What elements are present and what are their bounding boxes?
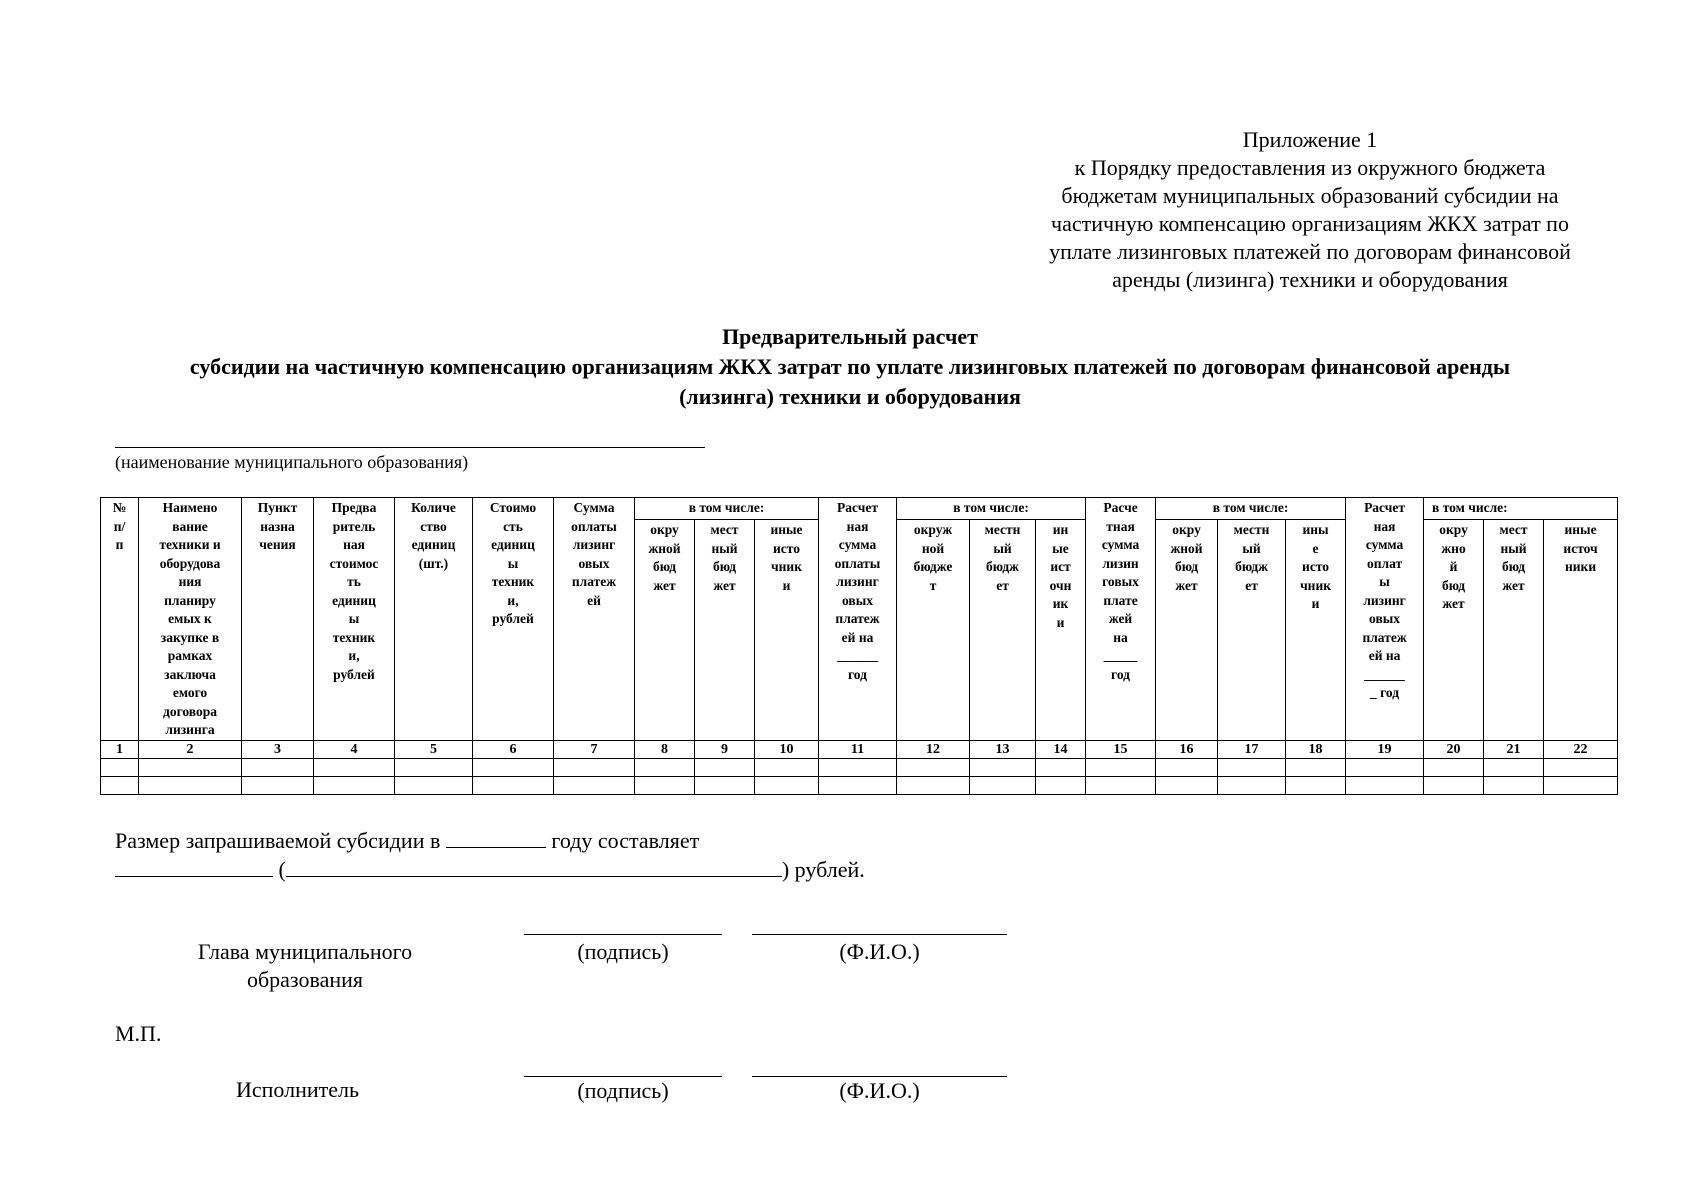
header-text-line: окру	[1439, 522, 1468, 537]
header-text-line: планиру	[164, 592, 216, 608]
appendix-line: уплате лизинговых платежей по договорам финансовой	[1049, 239, 1571, 264]
table-cell[interactable]	[242, 759, 314, 777]
column-number: 7	[554, 741, 635, 759]
column-number: 8	[635, 741, 695, 759]
header-text-line: _____	[1103, 648, 1138, 663]
header-text-line: бюд	[652, 559, 677, 574]
header-c6	[473, 498, 554, 741]
header-text-line: оплат	[1366, 555, 1403, 571]
head-fio-caption: (Ф.И.О.)	[839, 939, 920, 964]
calculation-table	[100, 497, 1618, 795]
stamp-place-label: М.П.	[115, 1021, 162, 1046]
table-cell[interactable]	[635, 759, 695, 777]
header-text-line: _ год	[1369, 685, 1400, 700]
column-number: 15	[1086, 741, 1156, 759]
header-c19	[1346, 498, 1424, 741]
table-cell[interactable]	[819, 759, 897, 777]
column-number: 22	[1544, 741, 1618, 759]
header-text-line: жет	[713, 577, 736, 593]
header-c7	[554, 498, 635, 741]
header-text-line: бюдже	[913, 559, 953, 574]
header-text-line: оборудова	[159, 555, 221, 571]
header-text-line: бюд	[1174, 559, 1199, 574]
table-cell[interactable]	[1036, 777, 1086, 795]
header-text-line: чения	[259, 537, 296, 552]
table-cell[interactable]	[473, 777, 554, 795]
header-text-line: ей на	[1368, 648, 1401, 663]
header-text-line: стоимос	[329, 555, 379, 571]
header-text-line: платеж	[1362, 629, 1407, 645]
header-group-in-total-4: в том числе:	[1424, 498, 1618, 520]
document-title	[80, 322, 1620, 412]
header-text-line: №	[112, 500, 127, 515]
appendix-line: аренды (лизинга) техники и оборудования	[1112, 267, 1508, 292]
table-cell[interactable]	[970, 777, 1036, 795]
column-number: 11	[819, 741, 897, 759]
header-text-line: мест	[710, 522, 739, 537]
request-line-1	[115, 826, 865, 855]
header-text-line: ния	[178, 574, 202, 589]
header-text-line: бюд	[712, 559, 737, 574]
header-c1	[101, 498, 139, 741]
table-cell[interactable]	[695, 777, 755, 795]
column-number: 10	[755, 741, 819, 759]
table-cell[interactable]	[395, 777, 473, 795]
header-text-line: ная	[846, 518, 869, 534]
table-cell[interactable]	[1424, 777, 1484, 795]
column-number: 2	[139, 741, 242, 759]
header-text-line: оплаты	[834, 555, 881, 571]
title-line-3: (лизинга) техники и оборудования	[679, 384, 1021, 409]
column-number: 17	[1218, 741, 1286, 759]
head-signature-line[interactable]	[524, 934, 722, 935]
header-text-line: (шт.)	[418, 555, 449, 571]
header-text-line: ы	[348, 611, 360, 626]
header-text-line: договора	[163, 703, 217, 719]
table-cell[interactable]	[1424, 759, 1484, 777]
header-c20	[1424, 520, 1484, 741]
header-text-line: единиц	[332, 592, 376, 608]
table-cell[interactable]	[473, 759, 554, 777]
table-cell[interactable]	[755, 759, 819, 777]
header-text-line: Расче	[1103, 500, 1138, 515]
header-text-line: п/	[113, 518, 126, 534]
amount-words-blank-field[interactable]	[286, 856, 782, 877]
table-cell[interactable]	[101, 759, 139, 777]
header-text-line: техник	[332, 629, 376, 645]
column-number: 1	[101, 741, 139, 759]
amount-digits-blank-field[interactable]	[115, 856, 273, 877]
title-line-2: субсидии на частичную компенсацию организациям ЖКХ затрат по уплате лизинговых платежей по договорам финансовой аренды	[189, 354, 1511, 379]
header-text-line: лизинг	[836, 574, 879, 589]
header-text-line: овых	[578, 555, 610, 571]
header-text-line: жно	[1441, 540, 1466, 556]
header-group-in-total-2: в том числе:	[897, 498, 1086, 520]
calculation-table-wrapper	[100, 497, 1617, 795]
column-number-row	[101, 741, 1618, 759]
header-text-line: источ	[1563, 540, 1598, 556]
subsidy-request-text	[115, 826, 865, 884]
table-cell[interactable]	[554, 759, 635, 777]
header-c12	[897, 520, 970, 741]
header-text-line: вание	[172, 518, 208, 534]
request-line-2	[115, 855, 865, 884]
header-text-line: ей на	[841, 629, 874, 645]
header-text-line: сть	[503, 518, 523, 534]
table-cell[interactable]	[1286, 759, 1346, 777]
table-cell[interactable]	[1086, 777, 1156, 795]
header-text-line: мест	[1499, 522, 1528, 537]
table-cell[interactable]	[101, 777, 139, 795]
header-text-line: ная	[343, 537, 365, 552]
table-cell[interactable]	[139, 777, 242, 795]
header-text-line: жет	[653, 577, 676, 593]
open-paren: (	[278, 857, 286, 882]
header-text-line: жет	[1175, 577, 1198, 593]
column-number: 20	[1424, 741, 1484, 759]
header-text-line: местн	[984, 522, 1021, 537]
header-c3	[242, 498, 314, 741]
table-cell[interactable]	[1156, 777, 1218, 795]
header-text-line: ы	[1379, 574, 1390, 589]
header-c9	[695, 520, 755, 741]
table-cell[interactable]	[635, 777, 695, 795]
column-number: 6	[473, 741, 554, 759]
header-text-line: говых	[1102, 574, 1139, 589]
header-text-line: Количе	[411, 500, 456, 515]
column-number: 3	[242, 741, 314, 759]
header-text-line: ый	[993, 540, 1012, 556]
header-text-line: рублей	[492, 611, 534, 626]
header-text-line: оплаты	[571, 518, 617, 534]
table-cell[interactable]	[1484, 777, 1544, 795]
header-text-line: сумма	[1101, 537, 1140, 552]
header-text-line: год	[848, 666, 867, 682]
header-text-line: Предва	[331, 500, 377, 515]
table-cell[interactable]	[1544, 759, 1618, 777]
header-text-line: лизинг	[1363, 592, 1406, 608]
head-signature-caption: (подпись)	[577, 939, 669, 964]
table-cell[interactable]	[1346, 777, 1424, 795]
header-text-line: чник	[771, 559, 802, 574]
header-text-line: лизинг	[572, 537, 616, 552]
header-text-line: Сумма	[573, 500, 615, 515]
header-c10	[755, 520, 819, 741]
header-text-line: назна	[260, 518, 295, 534]
header-text-line: ин	[1052, 522, 1069, 537]
header-text-line: и	[782, 577, 791, 593]
header-text-line: жной	[648, 540, 681, 556]
table-cell[interactable]	[1218, 759, 1286, 777]
table-cell[interactable]	[395, 759, 473, 777]
header-text-line: местн	[1233, 522, 1270, 537]
header-text-line: тная	[1106, 518, 1135, 534]
header-c15	[1086, 498, 1156, 741]
table-cell[interactable]	[139, 759, 242, 777]
header-c16	[1156, 520, 1218, 741]
header-text-line: Расчет	[1364, 500, 1406, 515]
header-c22	[1544, 520, 1618, 741]
header-text-line: ритель	[332, 518, 376, 534]
header-text-line: иные	[770, 522, 803, 537]
header-text-line: ист	[1050, 559, 1071, 574]
header-text-line: рублей	[333, 666, 375, 682]
header-text-line: Наимено	[162, 500, 218, 515]
header-text-line: платеж	[571, 574, 617, 589]
table-row	[101, 777, 1618, 795]
close-paren-rubles: ) рублей.	[781, 857, 865, 882]
header-text-line: заключа	[164, 666, 216, 682]
header-text-line: ство	[420, 518, 447, 534]
header-text-line: бюд	[1501, 559, 1526, 574]
table-cell[interactable]	[242, 777, 314, 795]
header-c18	[1286, 520, 1346, 741]
header-text-line: овых	[1369, 611, 1401, 626]
header-text-line: сумма	[1365, 537, 1404, 552]
header-text-line: на	[1113, 629, 1128, 645]
appendix-line: Приложение 1	[1242, 127, 1378, 152]
header-text-line: рамках	[167, 648, 213, 663]
header-text-line: ик	[1052, 596, 1069, 611]
table-cell[interactable]	[819, 777, 897, 795]
header-text-line: ная	[1373, 518, 1396, 534]
table-cell[interactable]	[897, 777, 970, 795]
header-text-line: емых к	[168, 611, 212, 626]
header-c11	[819, 498, 897, 741]
header-text-line: ый	[1242, 540, 1261, 556]
table-cell[interactable]	[1156, 759, 1218, 777]
column-number: 19	[1346, 741, 1424, 759]
header-text-line: ной	[921, 540, 945, 556]
header-text-line: очн	[1049, 577, 1072, 593]
appendix-line: частичную компенсацию организациям ЖКХ затрат по	[1051, 211, 1569, 236]
header-text-line: Стоимо	[489, 500, 537, 515]
header-text-line: овых	[842, 592, 874, 608]
header-c21	[1484, 520, 1544, 741]
header-text-line: год	[1111, 666, 1131, 682]
table-cell[interactable]	[554, 777, 635, 795]
header-c17	[1218, 520, 1286, 741]
header-c8	[635, 520, 695, 741]
header-text-line: ______	[1364, 666, 1405, 682]
header-text-line: Пункт	[257, 500, 298, 515]
column-number: 9	[695, 741, 755, 759]
table-cell[interactable]	[1484, 759, 1544, 777]
header-text-line: ники	[1564, 559, 1597, 574]
table-cell[interactable]	[1544, 777, 1618, 795]
header-text-line: сумма	[838, 537, 877, 552]
header-text-line: жет	[1502, 577, 1525, 593]
appendix-block	[1010, 126, 1610, 294]
header-group-in-total-1: в том числе:	[635, 498, 819, 520]
header-c14	[1036, 520, 1086, 741]
header-text-line: иные	[1564, 522, 1597, 537]
header-text-line: Расчет	[837, 500, 878, 515]
table-cell[interactable]	[897, 759, 970, 777]
header-text-line: е	[1312, 540, 1319, 556]
header-text-line: чник	[1300, 577, 1332, 593]
table-cell[interactable]	[755, 777, 819, 795]
header-text-line: жной	[1170, 540, 1203, 556]
header-text-line: и,	[507, 592, 519, 608]
executor-signature-caption: (подпись)	[577, 1078, 669, 1103]
table-cell[interactable]	[970, 759, 1036, 777]
request-text-part-1: Размер запрашиваемой субсидии в	[115, 828, 441, 853]
table-cell[interactable]	[1086, 759, 1156, 777]
year-blank-field[interactable]	[446, 827, 546, 848]
header-text-line: ный	[711, 540, 738, 556]
header-text-line: исто	[1302, 559, 1330, 574]
column-number: 5	[395, 741, 473, 759]
table-cell[interactable]	[1036, 759, 1086, 777]
header-c4	[314, 498, 395, 741]
table-cell[interactable]	[1286, 777, 1346, 795]
header-text-line: плате	[1103, 592, 1138, 608]
header-text-line: закупке в	[160, 629, 220, 645]
header-group-in-total-3: в том числе:	[1156, 498, 1346, 520]
header-text-line: ______	[837, 648, 878, 663]
column-number: 21	[1484, 741, 1544, 759]
header-text-line: и,	[348, 648, 360, 663]
title-line-1: Предварительный расчет	[722, 324, 978, 349]
appendix-line: к Порядку предоставления из окружного бюджета	[1074, 155, 1546, 180]
table-cell[interactable]	[695, 759, 755, 777]
table-cell[interactable]	[1218, 777, 1286, 795]
header-text-line: ей	[587, 592, 601, 608]
municipality-name-line[interactable]	[115, 447, 705, 448]
header-text-line: жей	[1108, 611, 1133, 626]
header-text-line: лизинга	[165, 722, 215, 737]
header-text-line: т	[929, 577, 937, 593]
request-text-part-2: году составляет	[551, 828, 700, 853]
column-number: 14	[1036, 741, 1086, 759]
table-row	[101, 759, 1618, 777]
header-text-line: жет	[1442, 596, 1465, 611]
header-text-line: исто	[773, 540, 800, 556]
header-text-line: бюдж	[1235, 559, 1268, 574]
header-text-line: окруж	[913, 522, 953, 537]
table-cell[interactable]	[314, 777, 395, 795]
header-text-line: окру	[650, 522, 679, 537]
header-text-line: ет	[996, 577, 1009, 593]
column-number: 18	[1286, 741, 1346, 759]
header-text-line: единиц	[411, 537, 456, 552]
head-of-municipality-label: Глава муниципального образования	[197, 939, 413, 992]
header-text-line: и	[1311, 596, 1320, 611]
header-text-line: ный	[1500, 540, 1527, 556]
column-number: 13	[970, 741, 1036, 759]
header-text-line: единиц	[491, 537, 535, 552]
executor-fio-caption: (Ф.И.О.)	[839, 1078, 920, 1103]
executor-label: Исполнитель	[236, 1077, 360, 1102]
header-text-line: окру	[1172, 522, 1201, 537]
header-text-line: бюдж	[986, 559, 1019, 574]
header-text-line: ет	[1245, 577, 1258, 593]
column-number: 4	[314, 741, 395, 759]
table-cell[interactable]	[1346, 759, 1424, 777]
head-fio-line[interactable]	[752, 934, 1007, 935]
header-text-line: платеж	[835, 611, 880, 626]
header-c5	[395, 498, 473, 741]
header-text-line: ы	[507, 555, 519, 571]
header-text-line: ть	[347, 574, 361, 589]
column-number: 16	[1156, 741, 1218, 759]
header-text-line: бюд	[1441, 577, 1466, 593]
header-text-line: и	[1056, 614, 1065, 630]
header-c2	[139, 498, 242, 741]
table-cell[interactable]	[314, 759, 395, 777]
header-text-line: й	[1449, 559, 1458, 574]
municipality-caption: (наименование муниципального образования)	[115, 452, 469, 472]
header-c13	[970, 520, 1036, 741]
header-text-line: емого	[172, 685, 208, 700]
header-text-line: лизин	[1102, 555, 1139, 571]
header-text-line: ины	[1302, 522, 1329, 537]
header-text-line: техник	[491, 574, 535, 589]
header-text-line: техники и	[159, 537, 221, 552]
column-number: 12	[897, 741, 970, 759]
appendix-line: бюджетам муниципальных образований субсидии на	[1061, 183, 1559, 208]
header-text-line: ые	[1052, 540, 1069, 556]
header-text-line: п	[115, 537, 124, 552]
